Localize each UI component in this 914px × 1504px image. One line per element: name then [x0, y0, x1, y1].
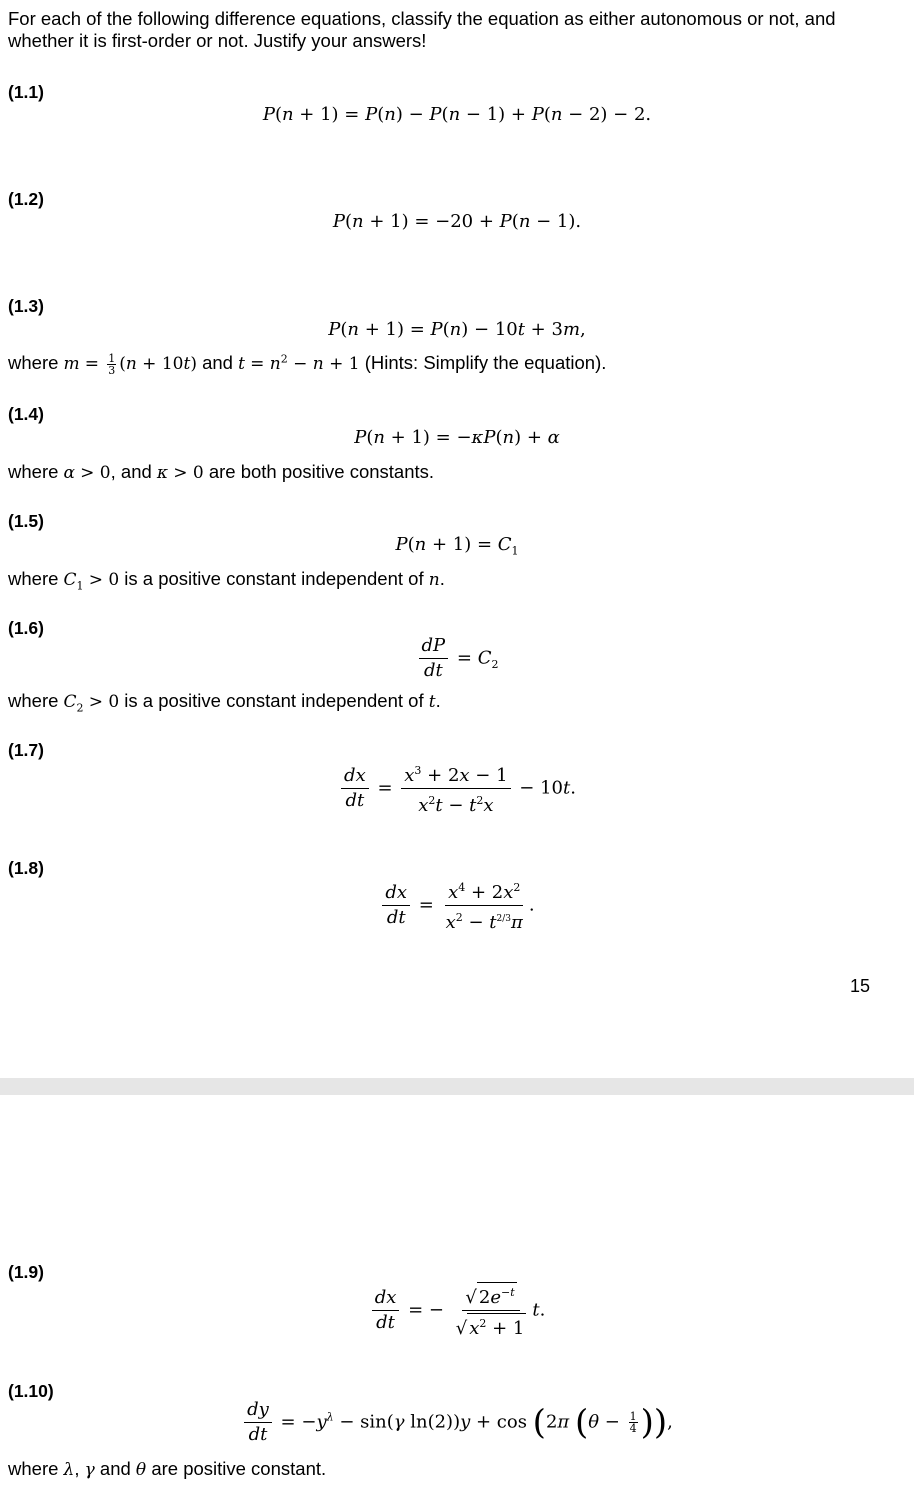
problem-label-1-6: (1.6)	[8, 618, 44, 638]
and-text: and	[202, 352, 233, 373]
equation-1-7: $\frac{dx}{dt}$ = $\frac{x^3 + 2x - 1}{x^2t - t^2x}$ − 10t.	[0, 761, 914, 816]
fraction-one-third: $\frac{1}{3}$	[108, 351, 116, 377]
problem-label-1-10: (1.10)	[8, 1381, 54, 1401]
equation-1-2: P(n + 1) = −20 + P(n − 1).	[332, 211, 582, 232]
equation-1-10: $\frac{dy}{dt}$ = $-y^\lambda - \sin(\gamma$ ln(2))y + cos (2π (θ − $\frac{1}{4}$ )),	[0, 1400, 914, 1445]
and-text: , and	[110, 461, 152, 482]
constraint-text: are positive constant.	[151, 1458, 327, 1479]
page-break	[0, 1078, 914, 1095]
problem-label-1-9: (1.9)	[8, 1262, 44, 1282]
condition-1-10: where λ, γ and θ are positive constant.	[8, 1458, 327, 1480]
constraint-text: is a positive constant independent of	[124, 690, 424, 711]
where-text: where	[8, 568, 59, 589]
equation-1-3: P(n + 1) = P(n) − 10t + 3m,	[328, 319, 586, 340]
condition-1-3: where m = $\frac{1}{3}$ (n + 10t) and $t = n^2 - n + 1$ (Hints: Simplify the equation).	[8, 351, 607, 377]
equation-1-9: $\frac{dx}{dt}$ = − $\frac{√ 2e^{-t}}{√ x^2 + 1}$ t.	[0, 1282, 914, 1339]
where-text: where	[8, 461, 59, 482]
where-text: where	[8, 352, 59, 373]
page-number: 15	[849, 976, 870, 996]
hint-text: (Hints: Simplify the equation).	[364, 352, 607, 373]
problem-label-1-1: (1.1)	[8, 82, 44, 102]
equation-1-8: $\frac{dx}{dt}$ = $\frac{x^4 + 2x^2}{x^2 - t^{2/3}\pi}$ .	[0, 878, 914, 933]
equation-1-4: P(n + 1) = −κP(n) + α	[354, 427, 560, 448]
condition-1-6: where $C_2 > 0$ is a positive constant independent of t.	[8, 690, 441, 715]
and-text: and	[99, 1458, 131, 1479]
constraint-text: is a positive constant independent of	[124, 568, 424, 589]
equation-1-6: $\frac{dP}{dt}$ = $C_2$	[0, 636, 914, 681]
problem-label-1-8: (1.8)	[8, 858, 44, 878]
equation-1-5: $P(n + 1) = C_1$	[395, 534, 519, 558]
problem-label-1-5: (1.5)	[8, 511, 44, 531]
condition-1-4: where α > 0, and κ > 0 are both positive constants.	[8, 461, 435, 483]
where-text: where	[8, 1458, 59, 1479]
constraint-text: are both positive constants.	[208, 461, 435, 482]
condition-1-5: where $C_1 > 0$ is a positive constant independent of n.	[8, 568, 445, 593]
problem-label-1-3: (1.3)	[8, 296, 44, 316]
where-text: where	[8, 690, 59, 711]
problem-label-1-7: (1.7)	[8, 740, 44, 760]
equation-1-1: P(n + 1) = P(n) − P(n − 1) + P(n − 2) − 2.	[262, 104, 652, 125]
instructions: For each of the following difference equations, classify the equation as either autonomous or not, and whether it is first-order or not. Justify your answers!	[8, 8, 836, 51]
problem-label-1-4: (1.4)	[8, 404, 44, 424]
problem-label-1-2: (1.2)	[8, 189, 44, 209]
